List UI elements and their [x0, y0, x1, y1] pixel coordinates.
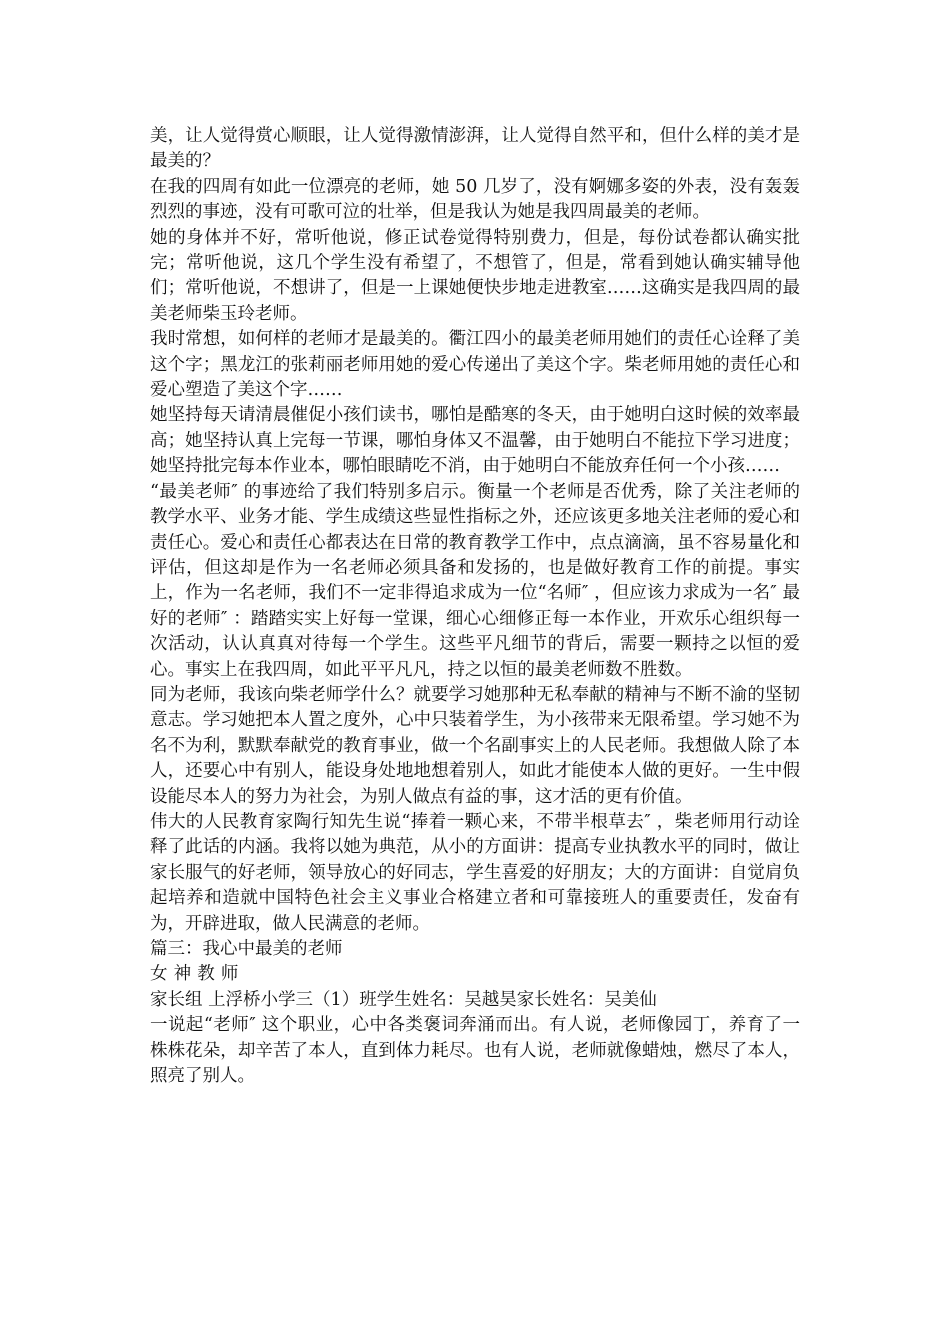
paragraph-beauty-question: 美，让人觉得赏心顺眼，让人觉得激情澎湃，让人觉得自然平和，但什么样的美才是最美的？: [150, 126, 800, 172]
document-body: [150, 124, 800, 1089]
paragraph-what-makes-beautiful: 我时常想，如何样的老师才是最美的。衢江四小的最美老师用她们的责任心诠释了美这个字；黑龙江的张莉丽老师用她的爱心传递出了美这个字。柴老师用她的责任心和爱心塑造了美这个字……: [150, 329, 800, 401]
paragraph-inspiration: “最美老师″ 的事迹给了我们特别多启示。衡量一个老师是否优秀，除了关注老师的教学水平、业务才能、学生成绩这些显性指标之外，还应该更多地关注老师的爱心和责任心。爱心和责任心都表达在日常的教育教学工作中，点点滴滴，虽不容易量化和评估，但这却是作为一名老师必须具备和发扬的，也是做好教育工作的前提。事实上，作为一名老师，我们不一定非得追求成为一位“名师″ ，但应该力求成为一名″ 最好的老师″ ：踏踏实实上好每一堂课，细心心细修正每一本作业，开欢乐心组织每一次活动，认认真真对待每一个学生。这些平凡细节的背后，需要一颗持之以恒的爱心。事实上在我四周，如此平平凡凡，持之以恒的最美老师数不胜数。: [150, 481, 800, 680]
paragraph-what-to-learn: 同为老师，我该向柴老师学什么？就要学习她那种无私奉献的精神与不断不渝的坚韧意志。学习她把本人置之度外，心中只装着学生，为小孩带来无限希望。学习她不为名不为利，默默奉献党的教育事业，做一个名副事实上的人民老师。我想做人除了本人，还要心中有别人，能设身处地地想着别人，如此才能使本人做的更好。一生中假设能尽本人的努力为社会，为别人做点有益的事，这才活的更有价值。: [150, 684, 800, 807]
paragraph-daily-persistence: 她坚持每天请清晨催促小孩们读书，哪怕是酷寒的冬天，由于她明白这时候的效率最高；她坚持认真上完每一节课，哪怕身体又不温馨，由于她明白不能拉下学习进度；她坚持批完每本作业本，哪怕眼睛吃不消，由于她明白不能放弃任何一个小孩……: [150, 405, 800, 477]
paragraph-beautiful-teacher: 在我的四周有如此一位漂亮的老师，她 50 几岁了，没有婀娜多姿的外表，没有轰轰烈烈的事迹，没有可歌可泣的壮举，但是我认为她是我四周最美的老师。: [150, 176, 800, 223]
paragraph-tao-xingzhi-quote: 伟大的人民教育家陶行知先生说“捧着一颗心来，不带半根草去″ ，柴老师用行动诠释了此话的内涵。我将以她为典范，从小的方面讲：提高专业执教水平的同时，做让家长服气的好老师，领导放心的好同志，学生喜爱的好朋友；大的方面讲：自觉肩负起培养和造就中国特色社会主义事业合格建立者和可靠接班人的重要责任，发奋有为，开辟进取，做人民满意的老师。: [150, 811, 800, 934]
section-heading: 篇三：我心中最美的老师: [150, 939, 343, 959]
paragraph-health-and-dedication: 她的身体并不好，常听他说，修正试卷觉得特别费力，但是，每份试卷都认确实批完；常听他说，这几个学生没有希望了，不想管了，但是，常看到她认确实辅导他们；常听他说，不想讲了，但是一上课她便快步地走进教室……这确实是我四周的最美老师柴玉玲老师。: [150, 227, 800, 324]
author-line: 家长组 上浮桥小学三（1）班学生姓名：吴越昊家长姓名：吴美仙: [150, 989, 657, 1010]
paragraph-teacher-metaphors: 一说起“老师″ 这个职业，心中各类褒词奔涌而出。有人说，老师像园丁，养育了一株株花朵，却辛苦了本人，直到体力耗尽。也有人说，老师就像蜡烛，燃尽了本人，照亮了别人。: [150, 1015, 800, 1087]
article-title: 女神教师: [150, 964, 245, 985]
